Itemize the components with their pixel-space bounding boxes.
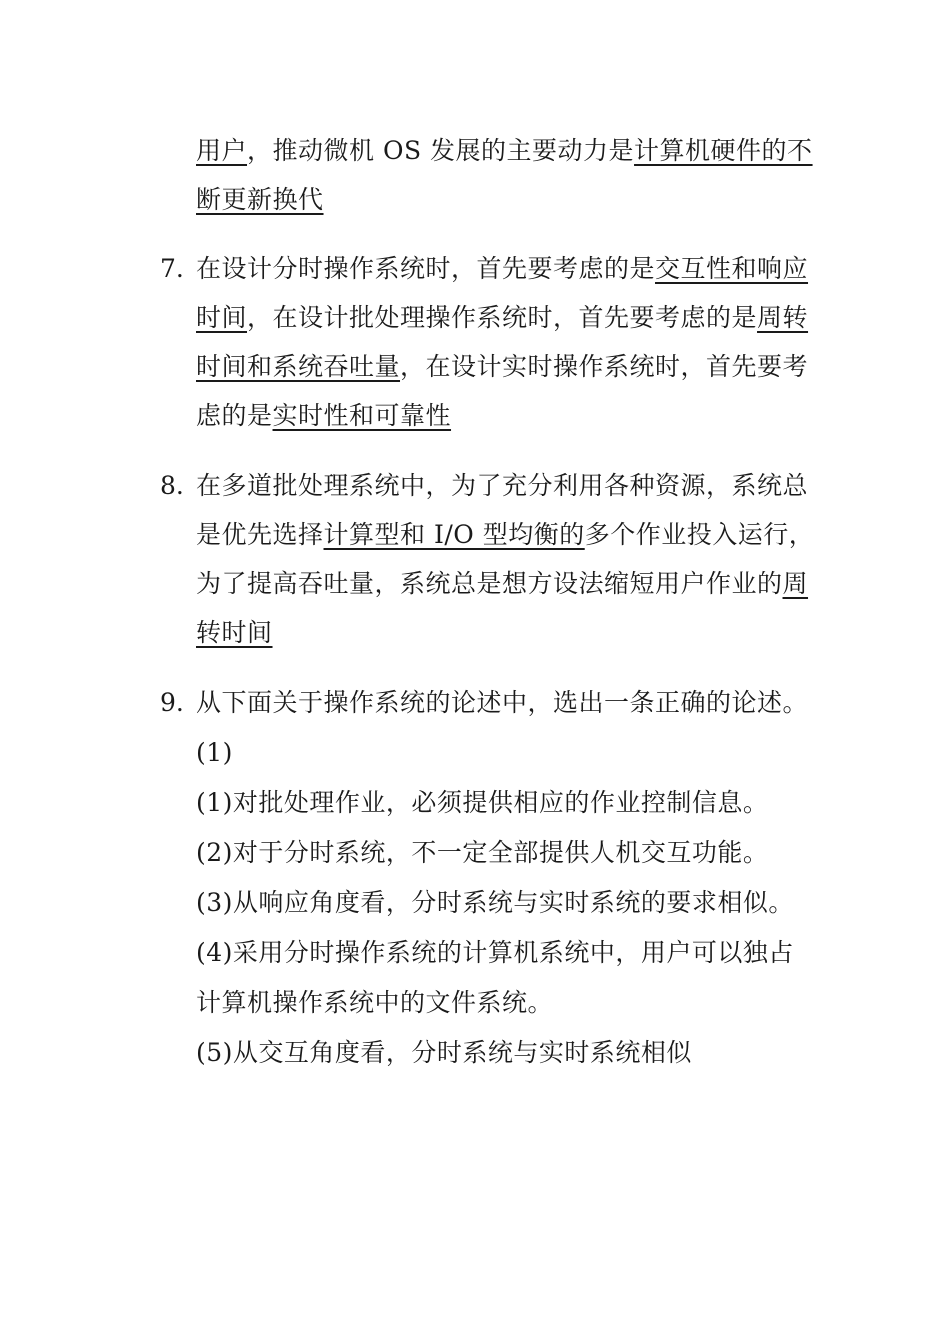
item7-line-4	[196, 399, 451, 433]
answer-blank: 计算机硬件的不	[634, 136, 813, 165]
text-run: 为了提高吞吐量，系统总是想方设法缩短用户作业的	[196, 569, 783, 598]
item8-line-4	[196, 616, 273, 650]
item7-line-3	[196, 350, 808, 384]
item9-option: (4)采用分时操作系统的计算机系统中，用户可以独占	[196, 938, 794, 967]
item7-line-1	[196, 252, 808, 286]
text-run: 在多道批处理系统中，为了充分利用各种资源，系统总	[196, 471, 809, 500]
answer-blank: 时间和系统吞吐量	[196, 352, 401, 381]
item7-line-2	[196, 301, 808, 335]
answer-blank: 转时间	[196, 618, 273, 647]
item9-option: (5)从交互角度看，分时系统与实时系统相似	[196, 1038, 692, 1067]
text-run: 多个作业投入运行，	[584, 520, 815, 549]
item9-question: 从下面关于操作系统的论述中，选出一条正确的论述。	[196, 688, 809, 717]
text-run: ，在设计实时操作系统时，首先要考	[400, 352, 809, 381]
item8-line-2	[196, 518, 814, 552]
text-run: 在设计分时操作系统时，首先要考虑的是	[196, 254, 656, 283]
text-run: ，在设计批处理操作系统时，首先要考虑的是	[247, 303, 758, 332]
text-run: 虑的是	[196, 401, 273, 430]
item9-option: (1)对批处理作业，必须提供相应的作业控制信息。	[196, 788, 769, 817]
answer-blank: 用户	[196, 136, 248, 165]
item8-number: 8.	[160, 471, 184, 500]
answer-blank: 周转	[757, 303, 809, 332]
item8-line-3	[196, 567, 808, 601]
text-run: 是优先选择	[196, 520, 324, 549]
answer-blank: 交互性和响应	[655, 254, 809, 283]
answer-blank: 实时性和可靠性	[272, 401, 452, 430]
answer-blank: 断更新换代	[196, 185, 324, 214]
item7-number: 7.	[160, 254, 184, 283]
item8-line-1	[196, 469, 808, 503]
item6-line-2	[196, 183, 324, 217]
item9-number: 9.	[160, 688, 184, 717]
item6-line-1	[196, 134, 813, 168]
item9-option-continuation: 计算机操作系统中的文件系统。	[196, 988, 554, 1017]
text-run: ，推动微机 OS 发展的主要动力是	[247, 136, 635, 165]
answer-blank: 周	[782, 569, 809, 598]
answer-blank: 计算型和 I/O 型均衡的	[323, 520, 585, 549]
item9-option: (2)对于分时系统，不一定全部提供人机交互功能。	[196, 838, 769, 867]
answer-blank: 时间	[196, 303, 248, 332]
item9-answer: (1)	[196, 738, 233, 767]
item9-option: (3)从响应角度看，分时系统与实时系统的要求相似。	[196, 888, 794, 917]
